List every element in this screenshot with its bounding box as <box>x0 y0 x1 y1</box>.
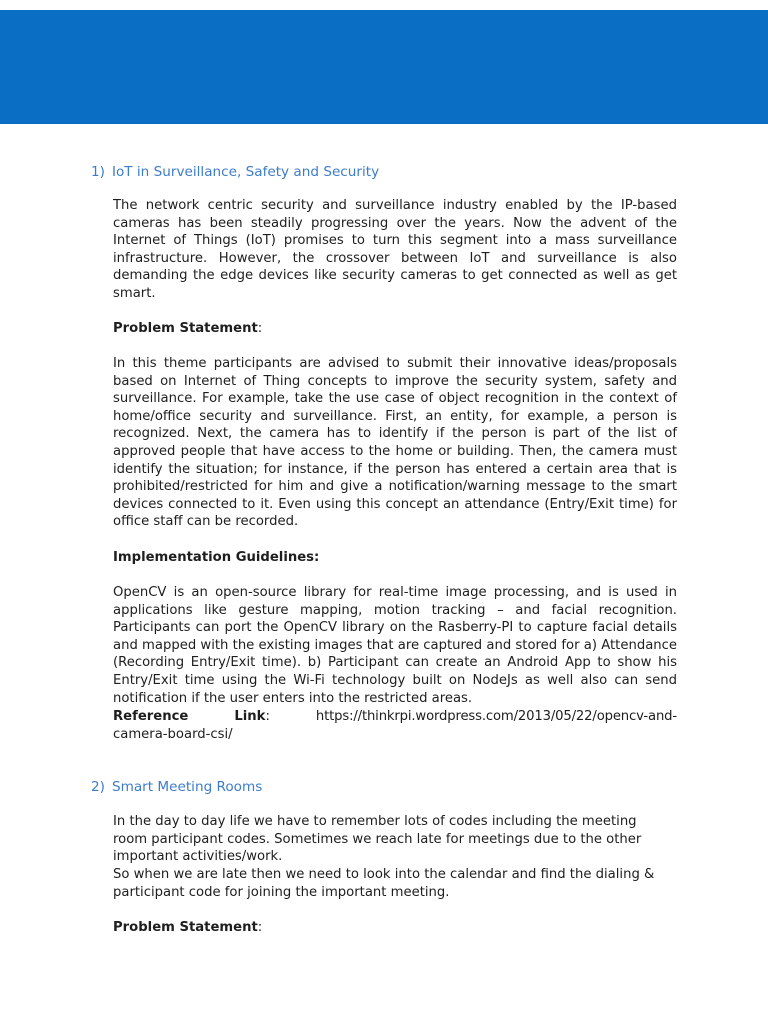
problem-statement-colon-2: : <box>257 920 263 935</box>
section-2-title: Smart Meeting Rooms <box>111 779 263 795</box>
reference-link-part-1[interactable]: https://thinkrpi.wordpress.com/2013/05/22/opencv-and- <box>315 709 677 724</box>
section-1-number: 1) <box>91 164 105 180</box>
section-2-heading <box>91 778 262 796</box>
section-2-problem-label <box>113 919 262 937</box>
problem-statement-colon: : <box>257 321 263 336</box>
impl-guidelines-label-text: Implementation Guidelines: <box>113 550 320 565</box>
reference-label-2: Link <box>234 709 266 724</box>
section-1-intro: The network centric security and surveillance industry enabled by the IP-based cameras has been steadily progressing over the years. Now the advent of the Internet of Things (IoT) promises to turn this segment into a mass surveillance infrastructure. However, the crossover between IoT and surveillance is also demanding the edge devices like security cameras to get connected as well as get smart. <box>113 198 677 301</box>
section-1-impl-label <box>113 549 319 567</box>
reference-link-part-2[interactable]: camera-board-csi/ <box>113 726 233 742</box>
reference-colon: : <box>265 709 270 724</box>
section-1-heading <box>91 163 379 181</box>
section-2-intro-2: So when we are late then we need to look into the calendar and find the dialing & participant code for joining the important meeting. <box>113 867 655 900</box>
section-1-reference <box>113 708 677 743</box>
top-margin <box>0 0 768 10</box>
section-1-impl-text: OpenCV is an open-source library for real-time image processing, and is used in applications like gesture mapping, motion tracking – and facial recognition. Participants can port the OpenCV library on the Rasberry-PI to capture facial details and mapped with the existing images that are captured and stored for a) Attendance (Recording Entry/Exit time). b) Participant can create an Android App to show his Entry/Exit time using the Wi-Fi technology built on NodeJs as well also can send notification if the user enters into the restricted areas. <box>113 585 677 706</box>
section-1-problem-text: In this theme participants are advised to submit their innovative ideas/proposals based on Internet of Thing concepts to improve the security system, safety and surveillance. For example, take the use case of object recognition in the context of home/office security and surveillance. First, an entity, for example, a person is recognized. Next, the camera has to identify if the person is part of the list of approved people that have access to the home or building. Then, the camera must identify the situation; for instance, if the person has entered a certain area that is prohibited/restricted for him and give a notification/warning message to the smart devices connected to it. Even using this concept an attendance (Entry/Exit time) for office staff can be recorded. <box>113 356 677 530</box>
reference-label-1: Reference <box>113 709 189 724</box>
section-2-number: 2) <box>91 779 105 795</box>
section-2-intro-1: In the day to day life we have to remember lots of codes including the meeting room participant codes. Sometimes we reach late for meetings due to the other important activities/work. <box>113 814 642 865</box>
problem-statement-label-text: Problem Statement <box>113 321 258 336</box>
section-1-title: IoT in Surveillance, Safety and Security <box>111 164 380 180</box>
section-1-problem-label <box>113 320 262 338</box>
problem-statement-label-text-2: Problem Statement <box>113 920 258 935</box>
header-banner <box>0 10 768 124</box>
